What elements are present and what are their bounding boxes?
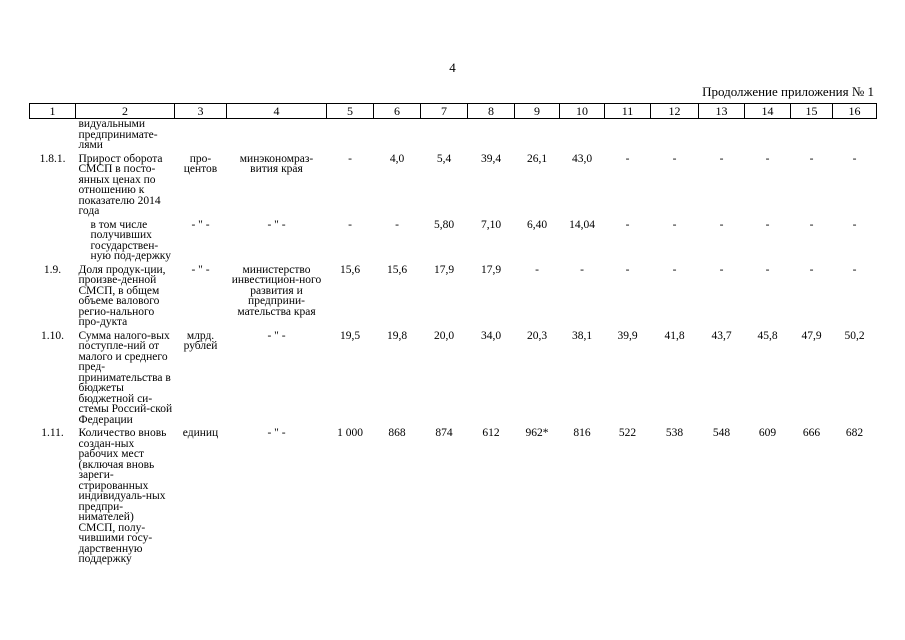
value-cell: 1 000: [337, 427, 363, 439]
header-cell: 13: [699, 104, 745, 119]
value-cell: 19,5: [339, 329, 361, 342]
page-number: 4: [449, 60, 456, 75]
header-cell: 1: [30, 104, 76, 119]
indicator-name: Количество вновь создан-ных рабочих мест (включая вновь зареги-стрированных индивидуаль-ных предпри-нимателей) СМСП, полу-чившими госу-дарственную поддержку: [78, 427, 167, 565]
table-row: [30, 119, 877, 154]
unit-cell: [175, 119, 227, 154]
value-cell: 868: [388, 427, 406, 439]
value-cell: 43,0: [571, 152, 593, 165]
table-row: [30, 265, 877, 331]
header-cell: 4: [227, 104, 327, 119]
value-cell: 522: [618, 427, 637, 439]
value-cell: 548: [712, 427, 731, 439]
row-number: 1.9.: [43, 263, 62, 276]
header-cell: 9: [515, 104, 560, 119]
value-cell: 538: [665, 427, 684, 439]
header-cell: 16: [833, 104, 877, 119]
indicator-name: видуальными предпринимате-лями: [78, 118, 158, 151]
value-cell: -: [852, 218, 857, 231]
header-cell: 10: [560, 104, 605, 119]
value-cell: [651, 119, 699, 154]
indicators-table: [29, 103, 877, 568]
value-cell: 5,4: [436, 152, 452, 165]
table-row: [30, 154, 877, 220]
row-number: 1.11.: [41, 427, 64, 439]
value-cell: 20,0: [433, 329, 455, 342]
value-cell: [515, 119, 560, 154]
value-cell: -: [719, 152, 724, 165]
responsible-cell: - " -: [267, 218, 286, 231]
table-body: [30, 119, 877, 568]
unit-cell: - " -: [191, 263, 210, 276]
value-cell: -: [809, 152, 814, 165]
value-cell: [468, 119, 515, 154]
unit-cell: единиц: [182, 427, 219, 439]
responsible-cell: - " -: [267, 427, 286, 439]
value-cell: -: [625, 218, 630, 231]
value-cell: 609: [758, 427, 777, 439]
header-cell: 6: [374, 104, 421, 119]
header-cell: 11: [605, 104, 651, 119]
value-cell: 5,80: [433, 218, 455, 231]
value-cell: 19,8: [386, 329, 408, 342]
row-number: [30, 220, 76, 265]
value-cell: 816: [573, 427, 591, 439]
value-cell: -: [672, 263, 677, 276]
value-cell: -: [765, 152, 770, 165]
table-row: [30, 220, 877, 265]
row-number: [30, 119, 76, 154]
unit-cell: про-центов: [183, 152, 218, 175]
value-cell: 47,9: [801, 329, 822, 342]
header-cell: 2: [76, 104, 175, 119]
value-cell: 34,0: [480, 329, 502, 342]
continuation-label: Продолжение приложения № 1: [702, 84, 874, 99]
value-cell: [560, 119, 605, 154]
value-cell: -: [852, 152, 857, 165]
value-cell: [421, 119, 468, 154]
responsible-cell: минэкономраз-вития края: [239, 152, 314, 175]
value-cell: -: [719, 218, 724, 231]
value-cell: [791, 119, 833, 154]
value-cell: 7,10: [480, 218, 502, 231]
value-cell: -: [625, 263, 630, 276]
unit-cell: млрд. рублей: [183, 329, 218, 352]
responsible-cell: - " -: [267, 329, 286, 342]
value-cell: 50,2: [844, 329, 865, 342]
value-cell: -: [348, 218, 352, 231]
header-cell: 15: [791, 104, 833, 119]
value-cell: -: [672, 218, 677, 231]
value-cell: 15,6: [339, 263, 361, 276]
indicator-name: Прирост оборота СМСП в посто-янных ценах по отношению к показателю 2014 года: [78, 152, 163, 217]
value-cell: 38,1: [571, 329, 593, 342]
value-cell: 45,8: [757, 329, 778, 342]
value-cell: [833, 119, 877, 154]
indicator-name: Доля продук-ции, произве-денной СМСП, в общем объеме валового регио-нального про-дукта: [78, 263, 166, 328]
value-cell: -: [765, 263, 770, 276]
value-cell: 14,04: [569, 218, 595, 231]
header-cell: 3: [175, 104, 227, 119]
value-cell: 39,9: [617, 329, 638, 342]
value-cell: 17,9: [480, 263, 502, 276]
responsible-cell: министерство инвестицион-ного развития и предприни-мательства края: [231, 263, 322, 318]
value-cell: 6,40: [526, 218, 548, 231]
value-cell: -: [852, 263, 857, 276]
value-cell: [699, 119, 745, 154]
value-cell: 26,1: [526, 152, 548, 165]
value-cell: -: [348, 152, 352, 165]
value-cell: 666: [802, 427, 821, 439]
indicator-name: Сумма налого-вых поступле-ний от малого и среднего пред-принимательства в бюджеты бюджетной си-стемы Россий-ской Федерации: [78, 329, 173, 426]
responsible-cell: [227, 119, 327, 154]
value-cell: -: [765, 218, 770, 231]
value-cell: 874: [435, 427, 453, 439]
unit-cell: - " -: [191, 218, 210, 231]
table-row: [30, 428, 877, 568]
value-cell: -: [672, 152, 677, 165]
table-row: [30, 331, 877, 429]
value-cell: -: [395, 218, 399, 231]
value-cell: 43,7: [711, 329, 732, 342]
value-cell: [605, 119, 651, 154]
value-cell: 15,6: [386, 263, 408, 276]
value-cell: 962*: [525, 427, 549, 439]
header-cell: 14: [745, 104, 791, 119]
value-cell: -: [809, 218, 814, 231]
row-number: 1.8.1.: [39, 152, 66, 165]
value-cell: 41,8: [664, 329, 685, 342]
indicator-name: в том числе получивших государствен-ную под-держку: [90, 218, 171, 262]
value-cell: 20,3: [526, 329, 548, 342]
value-cell: 682: [845, 427, 864, 439]
value-cell: -: [625, 152, 630, 165]
value-cell: -: [809, 263, 814, 276]
header-cell: 8: [468, 104, 515, 119]
header-cell: 5: [327, 104, 374, 119]
value-cell: -: [580, 263, 584, 276]
value-cell: -: [535, 263, 539, 276]
header-cell: 7: [421, 104, 468, 119]
value-cell: [745, 119, 791, 154]
header-cell: 12: [651, 104, 699, 119]
value-cell: [374, 119, 421, 154]
header-row: [30, 104, 877, 119]
value-cell: 612: [482, 427, 500, 439]
value-cell: -: [719, 263, 724, 276]
value-cell: [327, 119, 374, 154]
value-cell: 39,4: [480, 152, 502, 165]
value-cell: 4,0: [389, 152, 405, 165]
row-number: 1.10.: [41, 329, 64, 342]
value-cell: 17,9: [433, 263, 455, 276]
